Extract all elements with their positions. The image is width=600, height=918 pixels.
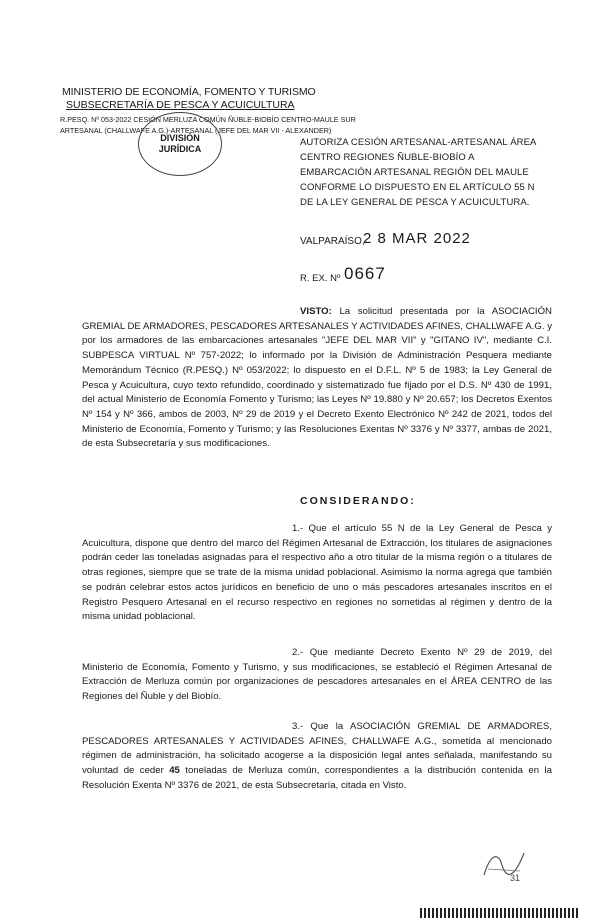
stamp-line-1: DIVISIÓN: [160, 133, 200, 143]
considerando-1: [82, 522, 552, 625]
ministry-name: MINISTERIO DE ECONOMÍA, FOMENTO Y TURISMO: [62, 86, 316, 98]
place-label: VALPARAÍSO,: [300, 236, 365, 247]
division-stamp: [138, 112, 222, 176]
considerando-1-text: 1.- Que el artículo 55 N de la Ley General de Pesca y Acuicultura, dispone que dentro del marco del Régimen Artesanal de Extracción, los titulares de asignaciones podrán ceder las toneladas asignadas para el respectivo año a otro titular de la misma región o a titulares de otras regiones, siempre que se trate de la misma unidad poblacional. Asimismo la norma agrega que también se podrán celebrar estos actos jurídicos en beneficio de uno o más pescadores artesanales inscritos en el Registro Pesquero Artesanal en el recurso respectivo en regiones no sometidas al régimen y dentro de la misma unidad poblacional.: [82, 523, 552, 623]
reference-line-2: ARTESANAL (CHALLWAFE A.G.)-ARTESANAL (JEFE DEL MAR VII - ALEXANDER): [60, 126, 332, 135]
date-stamp: 2 8 MAR 2022: [363, 230, 471, 247]
considerando-3: [82, 720, 552, 794]
undersecretariat-name: SUBSECRETARÍA DE PESCA Y ACUICULTURA: [66, 99, 295, 111]
rex-number: 0667: [344, 264, 386, 283]
resolution-subject: AUTORIZA CESIÓN ARTESANAL-ARTESANAL ÁREA CENTRO REGIONES ÑUBLE-BIOBÍO A EMBARCACIÓN ARTESANAL REGIÓN DEL MAULE CONFORME LO DISPUESTO EN EL ARTÍCULO 55 N DE LA LEY GENERAL DE PESCA Y ACUICULTURA.: [300, 137, 536, 208]
signature-number: 31: [510, 873, 521, 883]
considerando-3-tons: 45: [169, 765, 180, 777]
considerando-heading: CONSIDERANDO:: [300, 495, 416, 507]
considerando-2: [82, 646, 552, 705]
reference-code: [60, 114, 380, 136]
considerando-3-text-post: toneladas de Merluza común, correspondientes a la distribución contenida en la Resolución Exenta Nº 3376 de 2021, de esta Subsecretaría, citada en Visto.: [82, 765, 552, 791]
barcode-strip: [420, 908, 580, 918]
stamp-line-2: JURÍDICA: [158, 144, 202, 154]
visto-paragraph: [82, 305, 552, 452]
signature-initials: [480, 845, 528, 883]
visto-label: VISTO:: [300, 306, 332, 317]
visto-text: La solicitud presentada por la ASOCIACIÓN GREMIAL DE ARMADORES, PESCADORES ARTESANALES Y ACTIVIDADES AFINES, CHALLWAFE A.G. y por los armadores de las embarcaciones artesanales "JEFE DEL MAR VII" y "GITANO IV", mediante C.I. SUBPESCA VIRTUAL Nº 757-2022; lo informado por la División de Administración Pesquera mediante Memorándum Técnico (R.PESQ.) Nº 053/2022; lo dispuesto en el D.F.L. Nº 5 de 1983; la Ley General de Pesca y Acuicultura, cuyo texto refundido, coordinado y sistematizado fue fijado por el D.S. Nº 430 de 1991, del actual Ministerio de Economía Fomento y Turismo; las Leyes Nº 19.880 y Nº 20.657; los Decretos Exentos Nº 154 y Nº 366, ambos de 2003, Nº 29 de 2019 y el Decreto Exento Electrónico Nº 242 de 2021, todos del Ministerio de Economía, Fomento y Turismo; y las Resoluciones Exentas Nº 3376 y Nº 3377, ambas de 2021, de esta Subsecretaría y sus modificaciones.: [82, 306, 552, 450]
considerando-3-text-pre: 3.- Que la ASOCIACIÓN GREMIAL DE ARMADORES, PESCADORES ARTESANALES Y ACTIVIDADES AFINES, CHALLWAFE A.G., sometida al mencionado régimen de administración, ha solicitado acogerse a la disposición legal antes señalada, manifestando su voluntad de ceder: [82, 721, 552, 777]
reference-line-1: R.PESQ. Nº 053-2022 CESIÓN MERLUZA COMÚN ÑUBLE-BIOBÍO CENTRO-MAULE SUR: [60, 115, 356, 124]
considerando-2-text: 2.- Que mediante Decreto Exento Nº 29 de 2019, del Ministerio de Economía, Fomento y Turismo, y sus modificaciones, se estableció el Régimen Artesanal de Extracción de Merluza común por organizaciones de pescadores artesanales en el ÁREA CENTRO de las Regiones del Ñuble y del Biobío.: [82, 647, 552, 703]
rex-label: R. EX. Nº: [300, 273, 341, 284]
